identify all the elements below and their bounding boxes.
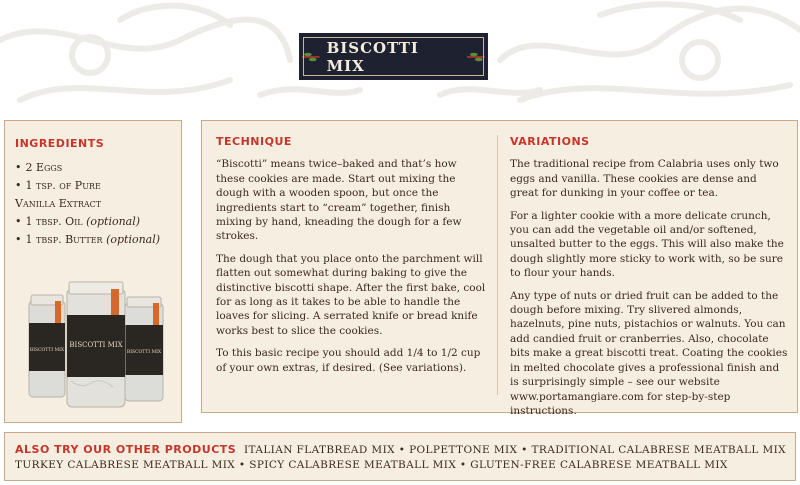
svg-text:BISCOTTI MIX: BISCOTTI MIX: [69, 341, 123, 349]
svg-text:BISCOTTI MIX: BISCOTTI MIX: [126, 350, 162, 355]
technique-section: [216, 135, 486, 375]
page-title: BISCOTTI MIX: [326, 38, 419, 75]
ingredient-item: • 1 tbsp. Oil (optional): [15, 215, 141, 228]
jar-right: [125, 297, 163, 401]
variations-section: [510, 135, 788, 418]
variations-paragraph: For a lighter cookie with a more delicate crunch, you can add the vegetable oil and/or softened, unsalted butter to the eggs. This will also make the dough slightly more sticky to work with, so be sure to flour your hands.: [510, 209, 784, 280]
ingredients-list: [15, 159, 160, 249]
variations-paragraph: The traditional recipe from Calabria uses only two eggs and vanilla. These cookies are dense and great for dunking in your coffee or tea.: [510, 158, 779, 200]
leaf-sprig-icon: [466, 51, 486, 63]
technique-paragraph: The dough that you place onto the parchment will flatten out somewhat during baking to give the distinctive biscotti shape. After the first bake, cool for as long as it takes to be able to handle the loaves for slicing. A serrated knife or bread knife works best to slice the cookies.: [216, 252, 486, 337]
ingredient-item: • 1 tbsp. Butter (optional): [15, 233, 161, 246]
other-products-list: ITALIAN FLATBREAD MIX • POLPETTONE MIX • TRADITIONAL CALABRESE MEATBALL MIX TURKEY CALABRESE MEATBALL MIX • SPICY CALABRESE MEATBALL MIX • GLUTEN-FREE CALABRESE MEATBALL MIX: [15, 444, 787, 471]
optional-note: (optional): [106, 233, 161, 246]
title-badge: [299, 33, 488, 80]
leaf-sprig-icon: [301, 51, 321, 63]
ingredients-heading: INGREDIENTS: [15, 137, 105, 150]
jar-left: [29, 295, 65, 397]
ingredient-item: • 2 Eggs: [15, 161, 63, 174]
variations-heading: VARIATIONS: [510, 135, 590, 148]
other-products-panel: [4, 432, 796, 481]
ingredient-item: • 1 tsp. of Pure: [15, 179, 101, 192]
svg-text:BISCOTTI MIX: BISCOTTI MIX: [29, 348, 65, 353]
optional-note: (optional): [86, 215, 141, 228]
other-products-heading: ALSO TRY OUR OTHER PRODUCTS: [15, 443, 237, 456]
other-products-text: [15, 442, 790, 473]
jar-center: [67, 282, 125, 407]
instructions-panel: [201, 120, 798, 417]
ingredients-panel: [4, 120, 182, 423]
technique-paragraph: To this basic recipe you should add 1/4 to 1/2 cup of your own extras, if desired. (See variations).: [216, 347, 481, 374]
variations-paragraph: Any type of nuts or dried fruit can be added to the dough before mixing. Try slivered almonds, hazelnuts, pine nuts, pistachios or walnuts. You can add candied fruit or cranberries. Also, chocolate bits make a great biscotti treat. Coating the cookies in melted chocolate gives a professional finish and is surprisingly simple – see our website www.portamangiare.com for step-by-step instructions.: [510, 289, 788, 417]
technique-heading: TECHNIQUE: [216, 135, 292, 148]
technique-paragraph: “Biscotti” means twice–baked and that’s how these cookies are made. Start out mixing the dough with a wooden spoon, but once the ingredients start to “cream” together, finish mixing by hand, kneading the dough for a few strokes.: [216, 158, 462, 243]
product-jars-image: [27, 281, 167, 411]
ingredient-item: Vanilla Extract: [15, 197, 102, 210]
column-divider: [497, 135, 498, 395]
